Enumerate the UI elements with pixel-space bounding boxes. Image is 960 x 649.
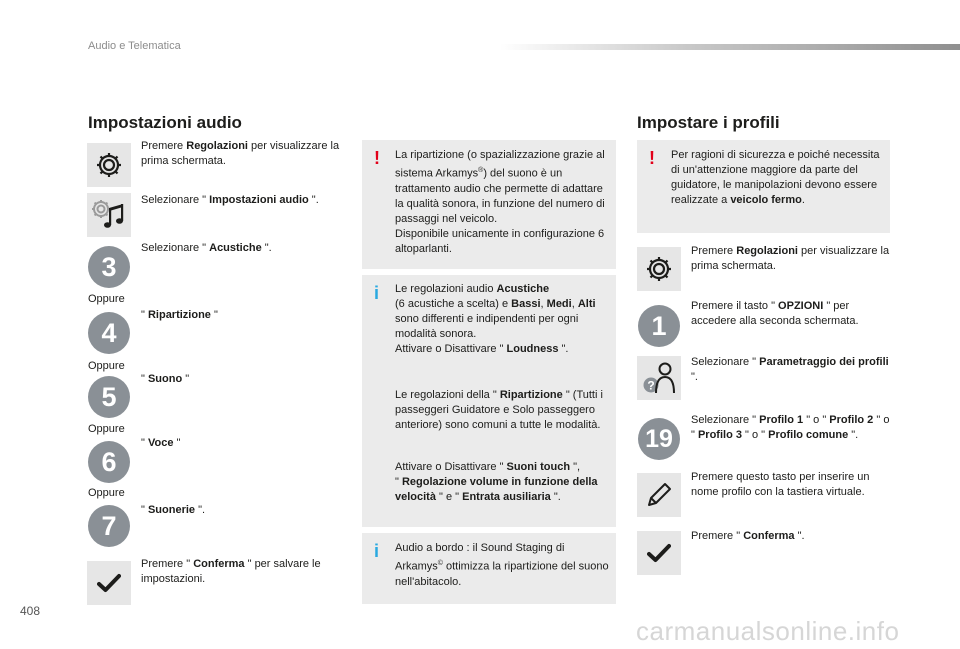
info-note-text: Le regolazioni audio Acustiche (6 acustiche a scelta) e Bassi, Medi, Alti sono differenti e indipendenti per ogni modalità sonora. Attivare o Disattivare " Loudness ". [395, 283, 596, 355]
left-step-text: " Ripartizione " [141, 309, 218, 321]
warning-mark-icon: ! [374, 148, 380, 168]
left-title: Impostazioni audio [88, 113, 242, 132]
section-label: Audio e Telematica [88, 40, 181, 52]
oppure-label: Oppure [88, 360, 125, 372]
left-step-text: " Suonerie ". [141, 504, 206, 516]
info-note-text: Audio a bordo : il Sound Staging di Arkamys© ottimizza la ripartizione del suono nell'abitacolo. [395, 542, 609, 588]
profile-question-icon [640, 360, 678, 396]
checkmark-icon [97, 573, 121, 593]
step-number-5: 5 [88, 376, 130, 418]
right-title: Impostare i profili [637, 113, 780, 132]
right-step-text: Premere questo tasto per inserire un nome profilo con la tastiera virtuale. [691, 471, 870, 498]
left-step-text: " Voce " [141, 437, 181, 449]
gear-icon [94, 150, 124, 180]
pencil-icon [645, 481, 673, 509]
right-step-text: Premere Regolazioni per visualizzare la prima schermata. [691, 245, 890, 272]
page-number: 408 [20, 604, 41, 618]
left-step-text: Selezionare " Acustiche ". [141, 242, 272, 254]
info-note [362, 275, 616, 527]
left-step-2-tile [87, 193, 131, 237]
gear-music-icon [91, 198, 127, 232]
left-step-8-tile [87, 561, 131, 605]
info-mark-icon: i [374, 541, 380, 561]
left-step-1-tile [87, 143, 131, 187]
oppure-label: Oppure [88, 487, 125, 499]
right-step-text: Premere " Conferma ". [691, 530, 805, 542]
right-step-text: Selezionare " Parametraggio dei profili ". [691, 356, 889, 383]
info-mark-icon: i [374, 283, 380, 303]
left-step-text: Premere Regolazioni per visualizzare la prima schermata. [141, 140, 340, 167]
warning-note [362, 140, 616, 269]
warning-note [637, 140, 890, 233]
warning-note-text: La ripartizione (o spazializzazione grazie al sistema Arkamys®) del suono è un trattamento audio che permette di adattare la qualità sonora, in funzione del numero di passaggi nel veicolo. Disponibile unicamente in configurazione 6 altoparlanti. [395, 149, 605, 255]
step-number-6: 6 [88, 441, 130, 483]
oppure-label: Oppure [88, 293, 125, 305]
step-number-1: 1 [638, 305, 680, 347]
checkmark-icon [647, 543, 671, 563]
left-step-text: Selezionare " Impostazioni audio ". [141, 194, 319, 206]
svg-text:?: ? [647, 378, 655, 393]
step-number-4: 4 [88, 312, 130, 354]
left-step-text: Premere " Conferma " per salvare le impostazioni. [141, 558, 321, 585]
warning-mark-icon: ! [649, 148, 655, 168]
oppure-label: Oppure [88, 423, 125, 435]
step-number-19: 19 [638, 418, 680, 460]
right-step-text: Selezionare " Profilo 1 " o " Profilo 2 " o " Profilo 3 " o " Profilo comune ". [691, 414, 890, 441]
step-number-3: 3 [88, 246, 130, 288]
info-note-text: Le regolazioni della " Ripartizione " (Tutti i passeggeri Guidatore e Solo passeggero anteriore) sono comuni a tutte le modalità. [395, 389, 603, 431]
right-step-6-tile [637, 531, 681, 575]
right-step-text: Premere il tasto " OPZIONI " per accedere alla seconda schermata. [691, 300, 859, 327]
left-step-text: " Suono " [141, 373, 190, 385]
info-note [362, 533, 616, 604]
right-step-3-tile [637, 356, 681, 400]
gear-icon [644, 254, 674, 284]
right-step-5-tile [637, 473, 681, 517]
header-bar [500, 44, 960, 50]
info-note-text: Attivare o Disattivare " Suoni touch ", " Regolazione volume in funzione della velocità " e " Entrata ausiliaria ". [395, 461, 598, 503]
right-step-1-tile [637, 247, 681, 291]
step-number-7: 7 [88, 505, 130, 547]
warning-note-text: Per ragioni di sicurezza e poiché necessita di un'attenzione maggiore da parte del guidatore, le manipolazioni devono essere realizzate a veicolo fermo. [671, 149, 880, 206]
watermark: carmanualsonline.info [636, 616, 900, 646]
